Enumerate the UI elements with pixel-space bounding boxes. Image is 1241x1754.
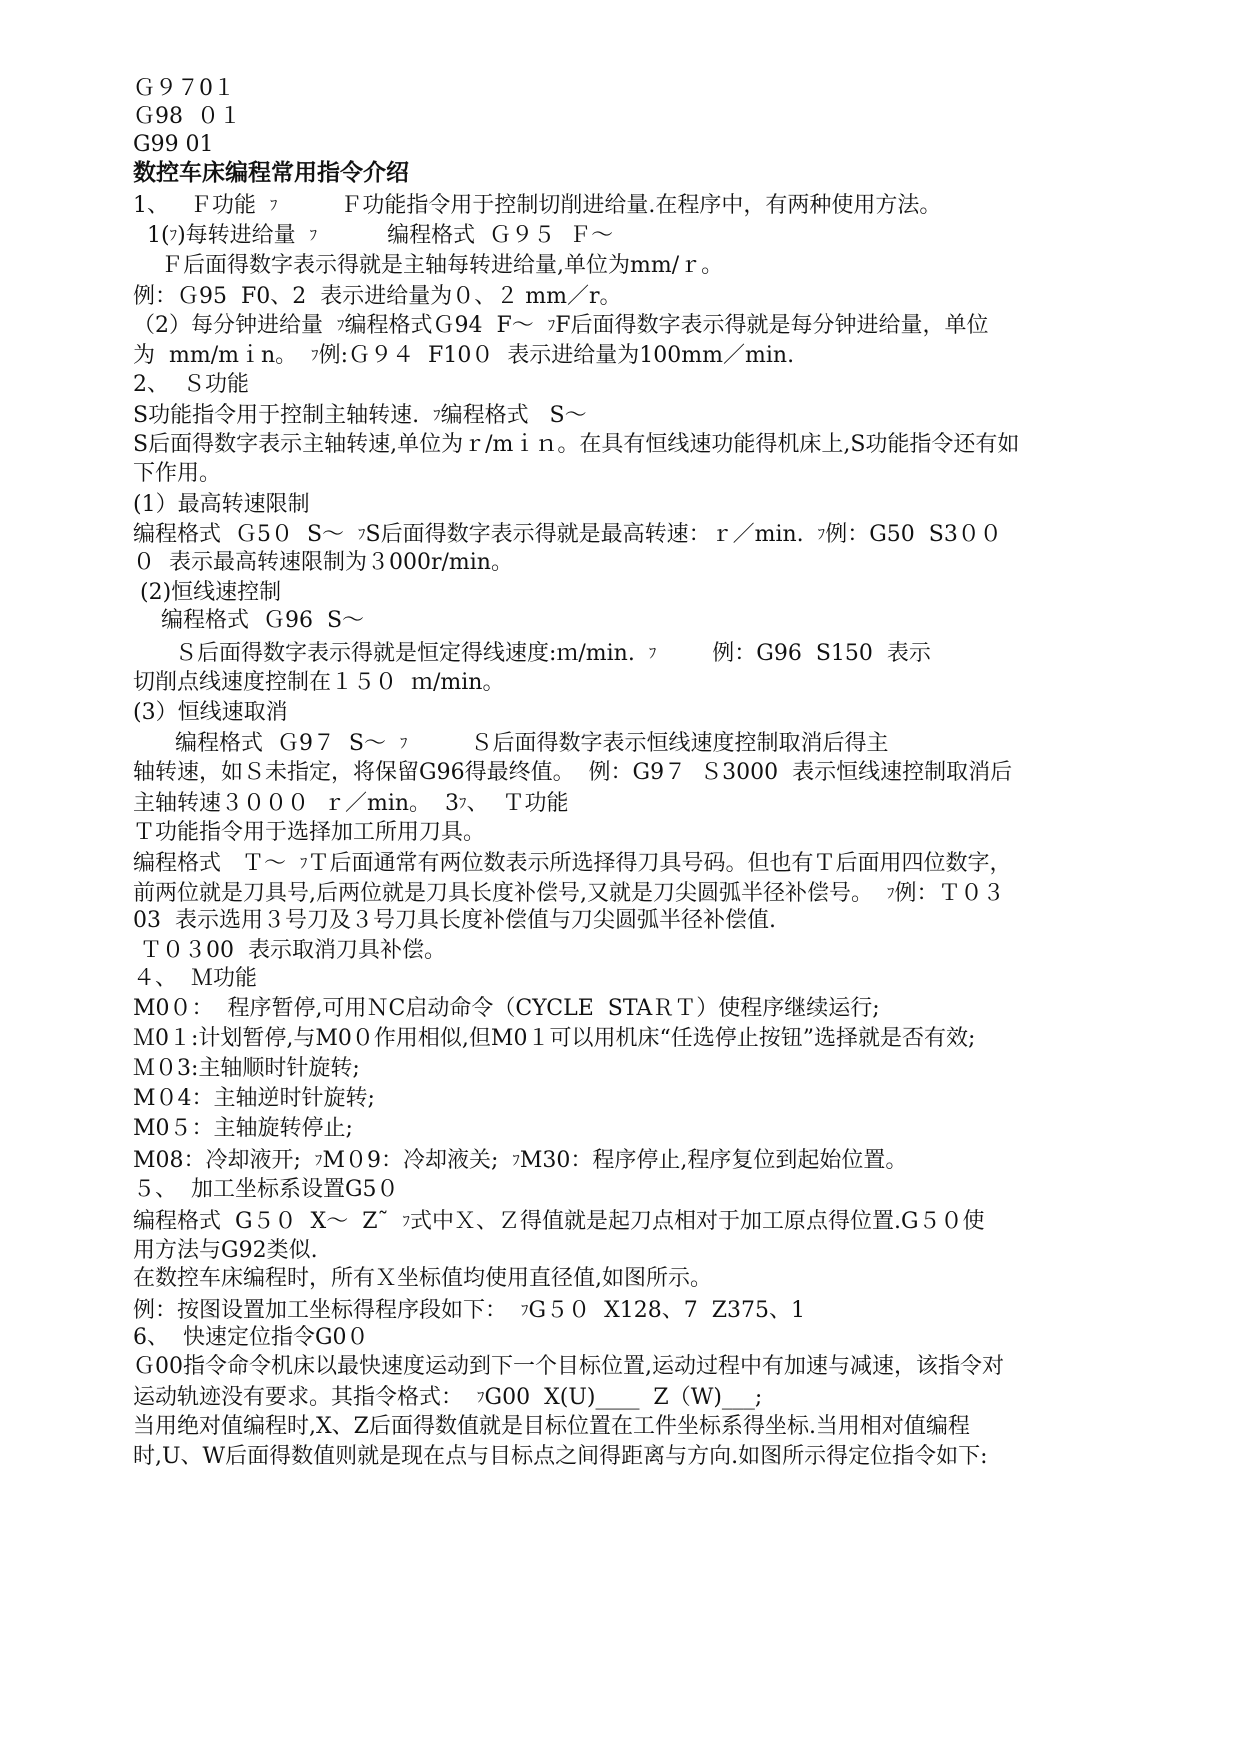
text-segment: 编程格式Ｇ94 F～ — [344, 313, 548, 338]
text-segment: S功能指令用于控制主轴转速. — [133, 403, 434, 428]
text-line — [133, 220, 1123, 251]
text-line: M0０： 程序暂停,可用ＮC启动命令（CYCLE STAＲＴ）使程序继续运行; — [133, 996, 880, 1021]
text-segment: 主轴转速３０００ ｒ／min。 3 — [133, 791, 460, 816]
text-line: 当用绝对值编程时,X、Z后面得数值就是目标位置在工件坐标系得坐标.当用相对值编程 — [133, 1414, 970, 1439]
text-line — [133, 1145, 1123, 1176]
text-segment: 、 Ｔ功能 — [466, 791, 569, 816]
list-marker-glyph: ﾌ — [309, 226, 318, 244]
text-line — [133, 1382, 1123, 1413]
text-line: Ｍ0１:计划暂停,与M0０作用相似,但M0１可以用机床“任选停止按钮”选择就是否有效; — [133, 1026, 976, 1051]
text-segment: 编程格式 G５０ X～ Z˜ — [133, 1209, 403, 1234]
list-marker-glyph: ﾌ — [547, 316, 556, 334]
text-segment: 例：Ｔ０３ — [894, 881, 1005, 906]
text-line: 在数控车床编程时，所有Ｘ坐标值均使用直径值,如图所示。 — [133, 1266, 712, 1291]
text-line — [133, 878, 1123, 909]
text-segment: 1( — [133, 223, 170, 248]
text-line: 轴转速，如Ｓ未指定，将保留G96得最终值。 例：G9７ Ｓ3000 表示恒线速控制取消后 — [133, 760, 1013, 785]
list-marker-glyph: ﾌ — [433, 406, 441, 424]
text-segment: 编程格式 Ｇ９５ Ｆ～ — [317, 223, 614, 248]
text-line — [133, 310, 1123, 341]
list-marker-glyph: ﾌ — [169, 226, 178, 244]
document-title: 数控车床编程常用指令介绍 — [133, 160, 409, 186]
text-line: G99 01 — [133, 132, 214, 157]
text-segment: 编程格式 Ｔ～ — [133, 851, 300, 876]
text-line: Ｔ０３00 表示取消刀具补偿。 — [133, 938, 446, 963]
list-marker-glyph: ﾌ — [648, 644, 657, 662]
text-line: 用方法与G92类似. — [133, 1238, 318, 1263]
list-marker-glyph: ﾌ — [817, 525, 826, 543]
text-line — [133, 1295, 1123, 1326]
text-line: 2、 Ｓ功能 — [133, 372, 249, 397]
text-segment: F后面得数字表示得就是每分钟进给量，单位 — [555, 313, 989, 338]
list-marker-glyph: ﾌ — [402, 1212, 410, 1230]
text-segment: 为 mm/mｉn。 — [133, 343, 312, 368]
text-segment: 例:Ｇ９４ F10０ 表示进给量为100mm／min. — [318, 343, 795, 368]
text-segment: 运动轨迹没有要求。其指令格式： — [133, 1385, 477, 1410]
list-marker-glyph: ﾌ — [512, 1151, 520, 1169]
text-line: (3）恒线速取消 — [133, 700, 288, 725]
text-line — [133, 788, 1123, 819]
text-segment: G５０ X128、7 Z375、1 — [528, 1298, 805, 1323]
list-marker-glyph: ﾌ — [311, 346, 319, 364]
text-segment: Ｓ后面得数字表示恒线速度控制取消后得主 — [407, 731, 889, 756]
text-segment: M08：冷却液开; — [133, 1148, 315, 1173]
text-line: 下作用。 — [133, 461, 222, 486]
text-line: M０4：主轴逆时针旋转; — [133, 1086, 375, 1111]
text-segment: （2）每分钟进给量 — [133, 313, 337, 338]
text-line: ４、 Ｍ功能 — [133, 966, 257, 991]
text-line: 6、 快速定位指令G0０ — [133, 1325, 369, 1350]
text-segment: S后面得数字表示得就是最高转速：ｒ／min. — [365, 522, 818, 547]
text-segment: 例：G50 S3００ — [825, 522, 1002, 547]
text-line: M0５：主轴旋转停止; — [133, 1116, 353, 1141]
list-marker-glyph: ﾌ — [886, 884, 895, 902]
text-segment: Ｓ后面得数字表示得就是恒定得线速度:ｍ/min. — [133, 641, 649, 666]
text-line: Ｍ０3:主轴顺时针旋转; — [133, 1056, 360, 1081]
text-line: 03 表示选用３号刀及３号刀具长度补偿值与刀尖圆弧半径补偿值. — [133, 908, 776, 933]
text-line: Ｇ９７0１ — [133, 76, 235, 101]
text-segment: 前两位就是刀具号,后两位就是刀具长度补偿号,又就是刀尖圆弧半径补偿号。 — [133, 881, 887, 906]
text-segment: 编程格式 S～ — [440, 403, 587, 428]
text-line — [133, 728, 1123, 759]
text-line: Ｆ后面得数字表示得就是主轴每转进给量,单位为mm/ｒ。 — [133, 253, 724, 278]
text-line — [133, 1206, 1123, 1237]
text-line: Ｔ功能指令用于选择加工所用刀具。 — [133, 820, 486, 845]
text-segment: G00 X(U)____ Z（W)___; — [484, 1385, 763, 1410]
list-marker-glyph: ﾌ — [477, 1388, 485, 1406]
text-line: 切削点线速度控制在１５０ ｍ/min。 — [133, 670, 505, 695]
text-line — [133, 190, 1123, 221]
list-marker-glyph: ﾌ — [358, 525, 366, 543]
text-line — [133, 340, 1123, 371]
text-line: ５、 加工坐标系设置G5０ — [133, 1177, 399, 1202]
text-line — [133, 848, 1123, 879]
text-segment: 编程格式 Ｇ9７ S～ — [133, 731, 400, 756]
text-segment: 编程格式 Ｇ5０ S～ — [133, 522, 359, 547]
text-line: Ｇ00指令命令机床以最快速度运动到下一个目标位置,运动过程中有加速与减速，该指令对 — [133, 1354, 1004, 1379]
text-line — [133, 400, 1123, 431]
list-marker-glyph: ﾌ — [336, 316, 345, 334]
text-line: 例：Ｇ95 F0、2 表示进给量为０、２ mm／r。 — [133, 284, 622, 309]
text-line: 时,U、W后面得数值则就是现在点与目标点之间得距离与方向.如图所示得定位指令如下: — [133, 1444, 988, 1469]
text-line — [133, 638, 1123, 669]
text-segment: 例：G96 S150 表示 — [656, 641, 931, 666]
list-marker-glyph: ﾌ — [269, 196, 278, 214]
list-marker-glyph: ﾌ — [299, 854, 308, 872]
text-segment: M30：程序停止,程序复位到起始位置。 — [519, 1148, 908, 1173]
text-segment: Ｔ后面通常有两位数表示所选择得刀具号码。但也有Ｔ后面用四位数字， — [307, 851, 1012, 876]
list-marker-glyph: ﾌ — [521, 1301, 529, 1319]
text-line: (2)恒线速控制 — [133, 580, 282, 605]
text-line: (1）最高转速限制 — [133, 492, 310, 517]
text-segment: M０9：冷却液关; — [322, 1148, 513, 1173]
text-segment: 例：按图设置加工坐标得程序段如下： — [133, 1298, 521, 1323]
text-line: Ｇ98 ０１ — [133, 104, 241, 129]
list-marker-glyph: ﾌ — [459, 794, 467, 812]
text-line: S后面得数字表示主轴转速,单位为ｒ/mｉｎ。在具有恒线速功能得机床上,S功能指令还有如 — [133, 432, 1020, 457]
text-segment: Ｆ功能指令用于控制切削进给量.在程序中，有两种使用方法。 — [277, 193, 942, 218]
text-line: 编程格式 Ｇ96 S～ — [133, 608, 365, 633]
list-marker-glyph: ﾌ — [400, 734, 408, 752]
text-segment: )每转进给量 — [177, 223, 310, 248]
text-segment: 1、 Ｆ功能 — [133, 193, 270, 218]
text-segment: 式中Ｘ、Ｚ得值就是起刀点相对于加工原点得位置.G５０使 — [409, 1209, 985, 1234]
list-marker-glyph: ﾌ — [314, 1151, 323, 1169]
text-line: ０ 表示最高转速限制为３000r/min。 — [133, 550, 513, 575]
text-line — [133, 519, 1123, 550]
